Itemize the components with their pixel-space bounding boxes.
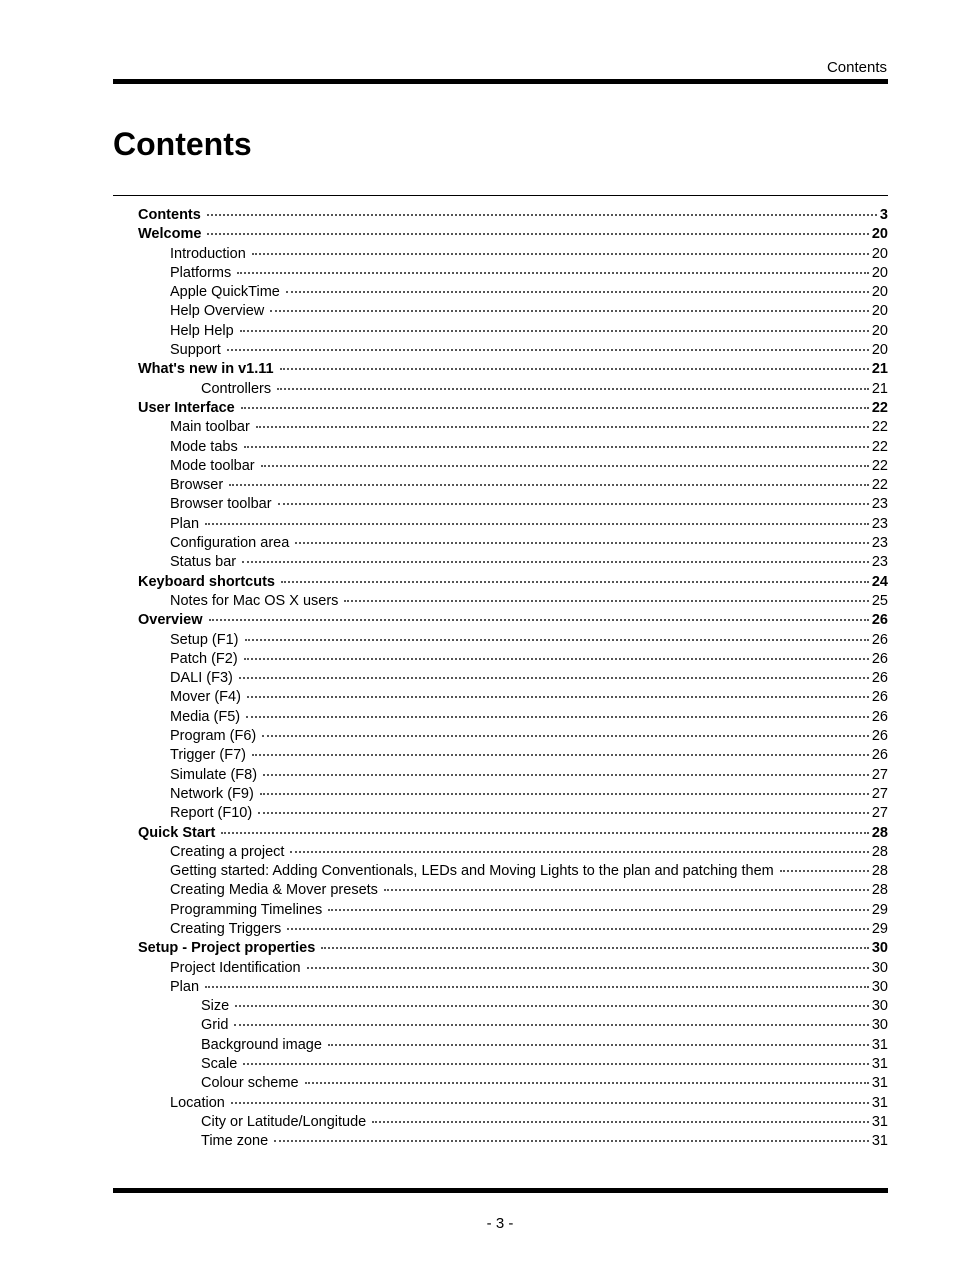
dot-leader [242, 561, 869, 563]
dot-leader [280, 368, 869, 370]
toc-entry-label: Support [170, 342, 221, 359]
dot-leader [307, 967, 869, 969]
toc-entry[interactable] [138, 535, 888, 554]
dot-leader [245, 639, 869, 641]
dot-leader [321, 947, 869, 949]
dot-leader [234, 1024, 868, 1026]
toc-entry[interactable] [138, 805, 888, 824]
dot-leader [205, 986, 869, 988]
toc-entry[interactable] [138, 747, 888, 766]
toc-entry-label: Controllers [201, 380, 272, 397]
toc-entry[interactable] [138, 651, 888, 670]
toc-entry-page-number: 27 [871, 766, 888, 783]
dot-leader [209, 619, 869, 621]
dot-leader [328, 909, 869, 911]
toc-entry-label: Contents [138, 207, 201, 223]
toc-entry-page-number: 26 [871, 689, 888, 706]
toc-entry-page-number: 31 [871, 1094, 888, 1111]
toc-entry-page-number: 29 [871, 901, 888, 918]
dot-leader [290, 851, 868, 853]
toc-entry-label: Mode tabs [170, 438, 238, 455]
toc-entry-page-number: 28 [871, 843, 888, 860]
toc-entry[interactable] [138, 342, 888, 361]
toc-entry-page-number: 30 [871, 1017, 888, 1034]
toc-entry-page-number: 27 [871, 805, 888, 822]
dot-leader [286, 291, 869, 293]
toc-entry[interactable] [138, 1133, 888, 1152]
toc-entry-label: Help Overview [170, 303, 265, 320]
toc-entry-page-number: 20 [871, 303, 888, 320]
dot-leader [305, 1082, 869, 1084]
toc-entry-label: What's new in v1.11 [138, 361, 274, 378]
toc-entry[interactable] [138, 1114, 888, 1133]
toc-entry[interactable] [138, 226, 888, 245]
toc-entry-page-number: 22 [871, 419, 888, 436]
dot-leader [229, 484, 869, 486]
toc-entry-label: Introduction [170, 245, 246, 262]
toc-entry[interactable] [138, 554, 888, 573]
toc-entry-page-number: 23 [871, 496, 888, 513]
toc-entry-page-number: 28 [871, 882, 888, 899]
toc-entry-label: Mode toolbar [170, 457, 255, 474]
toc-entry-label: Program (F6) [170, 728, 257, 745]
toc-entry-page-number: 31 [871, 1056, 888, 1073]
toc-entry-page-number: 21 [871, 380, 888, 397]
toc-entry[interactable] [138, 284, 888, 303]
toc-entry-label: Keyboard shortcuts [138, 573, 275, 590]
toc-entry-label: Status bar [170, 554, 237, 571]
toc-entry-label: Project Identification [170, 959, 301, 976]
toc-entry-label: City or Latitude/Longitude [201, 1113, 367, 1130]
toc-entry-label: Simulate (F8) [170, 766, 258, 783]
toc-entry-label: Configuration area [170, 535, 290, 552]
dot-leader [258, 812, 869, 814]
dot-leader [372, 1121, 869, 1123]
toc-entry-label: Programming Timelines [170, 901, 323, 918]
dot-leader [287, 928, 869, 930]
dot-leader [344, 600, 868, 602]
toc-entry-page-number: 22 [871, 457, 888, 474]
toc-entry-page-number: 20 [871, 264, 888, 281]
dot-leader [205, 523, 869, 525]
dot-leader [207, 214, 877, 216]
toc-entry[interactable] [138, 419, 888, 438]
toc-entry-page-number: 26 [871, 670, 888, 687]
running-header: Contents [826, 59, 887, 76]
toc-entry[interactable] [138, 265, 888, 284]
dot-leader [262, 735, 869, 737]
toc-entry-page-number: 26 [871, 728, 888, 745]
toc-entry-label: Setup - Project properties [138, 940, 316, 957]
toc-entry[interactable] [138, 381, 888, 400]
toc-entry[interactable] [138, 323, 888, 342]
dot-leader [247, 696, 869, 698]
toc-entry-page-number: 20 [871, 226, 888, 243]
toc-entry-page-number: 31 [871, 1075, 888, 1092]
dot-leader [780, 870, 869, 872]
toc-entry-label: Plan [170, 978, 200, 995]
toc-entry[interactable] [138, 246, 888, 265]
dot-leader [235, 1005, 869, 1007]
toc-entry-page-number: 26 [871, 650, 888, 667]
toc-entry-page-number: 20 [871, 284, 888, 301]
toc-entry[interactable] [138, 303, 888, 322]
toc-entry[interactable] [138, 709, 888, 728]
dot-leader [252, 253, 869, 255]
toc-entry[interactable] [138, 960, 888, 979]
toc-entry-label: Scale [201, 1056, 238, 1073]
page-title: Contents [113, 126, 252, 162]
toc-entry-page-number: 28 [871, 863, 888, 880]
toc-entry-label: Grid [201, 1017, 229, 1034]
toc-entry-page-number: 26 [871, 708, 888, 725]
dot-leader [277, 388, 869, 390]
toc-entry[interactable] [138, 902, 888, 921]
toc-entry-label: Apple QuickTime [170, 284, 280, 301]
toc-entry-label: Notes for Mac OS X users [170, 592, 339, 609]
toc-entry-label: Patch (F2) [170, 650, 238, 667]
toc-entry[interactable] [138, 1095, 888, 1114]
toc-entry[interactable] [138, 786, 888, 805]
dot-leader [260, 793, 869, 795]
toc-entry-page-number: 24 [871, 573, 888, 590]
toc-entry-label: Size [201, 998, 230, 1015]
toc-entry-label: Media (F5) [170, 708, 241, 725]
table-of-contents [138, 207, 888, 1153]
toc-entry[interactable] [138, 979, 888, 998]
toc-entry-label: Background image [201, 1036, 322, 1053]
toc-entry-page-number: 30 [871, 940, 888, 957]
toc-entry-page-number: 27 [871, 785, 888, 802]
toc-entry-label: Colour scheme [201, 1075, 299, 1092]
toc-entry-page-number: 31 [871, 1036, 888, 1053]
toc-entry[interactable] [138, 612, 888, 631]
toc-entry-label: Main toolbar [170, 419, 250, 436]
toc-entry-page-number: 30 [871, 978, 888, 995]
toc-entry-page-number: 22 [871, 477, 888, 494]
toc-entry[interactable] [138, 1017, 888, 1036]
dot-leader [246, 716, 869, 718]
toc-entry-page-number: 31 [871, 1133, 888, 1150]
toc-entry-label: Creating a project [170, 843, 285, 860]
dot-leader [237, 272, 869, 274]
dot-leader [274, 1140, 869, 1142]
toc-entry[interactable] [138, 1056, 888, 1075]
dot-leader [243, 1063, 869, 1065]
toc-entry-label: Location [170, 1094, 225, 1111]
dot-leader [244, 658, 869, 660]
toc-entry-label: Help Help [170, 322, 234, 339]
toc-entry-label: Browser toolbar [170, 496, 272, 513]
toc-entry[interactable] [138, 496, 888, 515]
toc-entry[interactable] [138, 998, 888, 1017]
dot-leader [295, 542, 869, 544]
dot-leader [328, 1044, 869, 1046]
toc-entry[interactable] [138, 361, 888, 380]
toc-entry-label: Creating Media & Mover presets [170, 882, 378, 899]
toc-entry-label: User Interface [138, 399, 235, 416]
toc-entry[interactable] [138, 593, 888, 612]
toc-entry-page-number: 20 [871, 245, 888, 262]
toc-entry-page-number: 23 [871, 515, 888, 532]
toc-entry[interactable] [138, 477, 888, 496]
toc-entry-label: Time zone [201, 1133, 269, 1150]
dot-leader [207, 233, 868, 235]
toc-entry-page-number: 28 [871, 824, 888, 841]
toc-entry[interactable] [138, 940, 888, 959]
toc-entry[interactable] [138, 844, 888, 863]
toc-entry[interactable] [138, 670, 888, 689]
toc-entry[interactable] [138, 574, 888, 593]
toc-entry-label: Welcome [138, 226, 202, 243]
dot-leader [278, 503, 869, 505]
toc-entry[interactable] [138, 632, 888, 651]
toc-entry[interactable] [138, 863, 888, 882]
toc-entry[interactable] [138, 400, 888, 419]
toc-entry-label: Overview [138, 612, 203, 629]
toc-entry-label: Mover (F4) [170, 689, 241, 706]
toc-entry-label: Platforms [170, 264, 232, 281]
toc-entry-page-number: 20 [871, 322, 888, 339]
toc-entry-label: Creating Triggers [170, 920, 282, 937]
toc-entry-page-number: 23 [871, 554, 888, 571]
toc-entry-label: Report (F10) [170, 805, 253, 822]
toc-entry[interactable] [138, 458, 888, 477]
toc-entry[interactable] [138, 439, 888, 458]
toc-entry[interactable] [138, 207, 888, 226]
dot-leader [231, 1102, 869, 1104]
toc-entry[interactable] [138, 689, 888, 708]
toc-entry-page-number: 26 [871, 631, 888, 648]
title-divider [113, 195, 888, 196]
toc-entry-page-number: 20 [871, 342, 888, 359]
toc-entry-label: Setup (F1) [170, 631, 239, 648]
page-number: - 3 - [486, 1215, 514, 1232]
toc-entry-label: Plan [170, 515, 200, 532]
toc-entry[interactable] [138, 767, 888, 786]
dot-leader [384, 889, 869, 891]
toc-entry-label: Getting started: Adding Conventionals, LEDs and Moving Lights to the plan and patching them [170, 863, 774, 880]
toc-entry[interactable] [138, 728, 888, 747]
dot-leader [281, 581, 869, 583]
toc-entry-page-number: 23 [871, 535, 888, 552]
dot-leader [252, 754, 869, 756]
toc-entry[interactable] [138, 882, 888, 901]
toc-entry[interactable] [138, 516, 888, 535]
footer-rule [113, 1188, 888, 1193]
dot-leader [241, 407, 869, 409]
dot-leader [227, 349, 869, 351]
toc-entry-page-number: 29 [871, 920, 888, 937]
dot-leader [240, 330, 869, 332]
toc-entry-label: Browser [170, 477, 224, 494]
toc-entry[interactable] [138, 1075, 888, 1094]
toc-entry[interactable] [138, 921, 888, 940]
dot-leader [239, 677, 869, 679]
toc-entry-page-number: 25 [871, 592, 888, 609]
toc-entry-label: Trigger (F7) [170, 747, 246, 764]
toc-entry-label: Network (F9) [170, 785, 254, 802]
header-rule [113, 79, 888, 84]
toc-entry-page-number: 3 [879, 207, 888, 223]
dot-leader [270, 310, 869, 312]
toc-entry-page-number: 26 [871, 612, 888, 629]
toc-entry-label: DALI (F3) [170, 670, 233, 687]
dot-leader [256, 426, 869, 428]
toc-entry-page-number: 30 [871, 998, 888, 1015]
toc-entry-page-number: 31 [871, 1113, 888, 1130]
toc-entry-page-number: 26 [871, 747, 888, 764]
dot-leader [221, 832, 869, 834]
dot-leader [263, 774, 869, 776]
toc-entry-page-number: 22 [871, 399, 888, 416]
toc-entry-page-number: 21 [871, 361, 888, 378]
dot-leader [244, 446, 869, 448]
toc-entry[interactable] [138, 1037, 888, 1056]
toc-entry-page-number: 30 [871, 959, 888, 976]
toc-entry[interactable] [138, 825, 888, 844]
toc-entry-label: Quick Start [138, 824, 216, 841]
dot-leader [261, 465, 869, 467]
toc-entry-page-number: 22 [871, 438, 888, 455]
